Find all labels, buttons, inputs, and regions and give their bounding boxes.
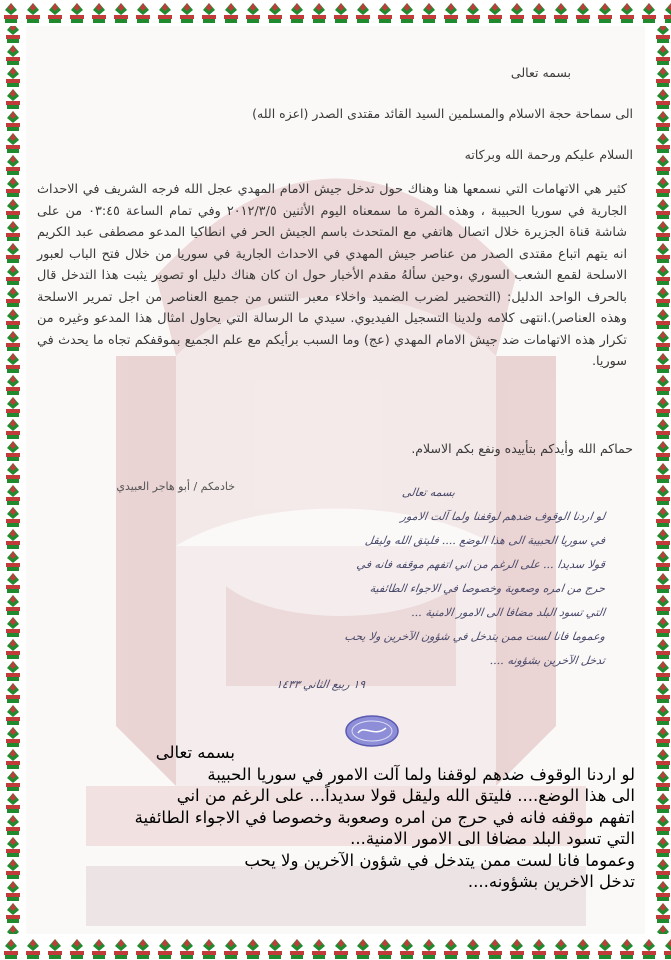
handwritten-line: بسمه تعالى [401, 486, 456, 499]
transcript-line: بسمه تعالى [155, 743, 235, 762]
handwritten-reply [85, 481, 605, 721]
handwritten-line: تدخل الآخرين بشؤونه .... [489, 654, 606, 667]
handwritten-line: لو اردنا الوقوف ضدهم لوقفنا ولما آلت الامور [399, 510, 606, 523]
typed-transcript [35, 742, 635, 893]
letter-greeting: السلام عليكم ورحمة الله وبركاته [464, 147, 633, 162]
transcript-line: تدخل الاخرين بشؤونه.... [467, 872, 635, 891]
transcript-line: لو اردنا الوقوف ضدهم لوقفنا ولما آلت الامور في سوريا الحبيبة [207, 764, 635, 784]
handwritten-date: ١٩ ربيع الثاني ١٤٣٣ [275, 678, 366, 691]
transcript-line: اتفهم موقفه فانه في حرج من امره وصعوبة وخصوصا في الاجواء الطائفية [134, 807, 635, 827]
letter-addressee: الى سماحة حجة الاسلام والمسلمين السيد القائد مقتدى الصدر (اعزه الله) [252, 106, 633, 121]
handwritten-line: في سوريا الحبيبة الى هذا الوضع .... فليتق الله وليقل [364, 534, 606, 547]
handwritten-line: التي تسود البلد مضافا الى الامور الامنية ... [410, 606, 606, 619]
transcript-line: التي تسود البلد مضافا الى الامور الامنية... [350, 829, 635, 848]
letter-body: كثير هي الاتهامات التي نسمعها هنا وهناك حول تدخل جيش الامام المهدي عجل الله فرجه الشريف في الاحداث الجارية في سوريا الحبيبة ، وهذه المرة ما سمعناه اليوم الأثنين ٢٠١٢/٣/٥ وفي تمام الساعة ٠٣:٤٥ من على شاشة قناة الجزيرة خلال اتصال هاتفي مع المتحدث باسم الجيش الحر في انطاكيا المدعو مصطفى عبد الكريم انه يتهم اتباع مقتدى الصدر من عناصر جيش المهدي في الاحداث الجارية في سوريا من خلال فتح الباب لعبور الاسلحة لقمع الشعب السوري ،وحين سألهُ مقدم الأخبار حول ان كان هناك دليل او تصوير يثبت هذا التدخل قال بالحرف الواحد الدليل: (التحضير لضرب الضميد واخلاء معبر التنس من جميع العناصر من اجل تمرير الاسلحة وهذه العناصر).انتهى كلامه ولدينا التسجيل الفيديوي. سيدي ما الرسالة التي يحاول امثال هذا المدعو وغيره من تكرار هذه الاتهامات ضد جيش الامام المهدي (عج) وما السبب برأيكم مع علم الجميع بموقفكم تجاه ما يحدث في سوريا. [37, 182, 627, 369]
transcript-line: الى هذا الوضع.... فليتق الله وليقل قولا سديداً... على الرغم من اني [176, 786, 635, 805]
handwritten-line: حرج من امره وصعوبة وخصوصا في الاجواء الطائفية [368, 582, 606, 595]
letter-signature: خادمكم / أبو هاجر العبيدي [116, 480, 235, 493]
letter-basmala: بسمه تعالى [510, 65, 571, 80]
handwritten-line: وعموما فانا لست ممن يتدخل في شؤون الآخرين ولا يحب [343, 630, 606, 643]
letter-page [26, 26, 645, 934]
letter-closing: حماكم الله وأيدكم بتأييده ونفع بكم الاسلام. [411, 441, 633, 456]
transcript-line: وعموما فانا لست ممن يتدخل في شؤون الآخرين ولا يحب [244, 850, 635, 870]
handwritten-line: قولا سديدا ... على الرغم من اني اتفهم موقفه فانه في [355, 558, 606, 571]
